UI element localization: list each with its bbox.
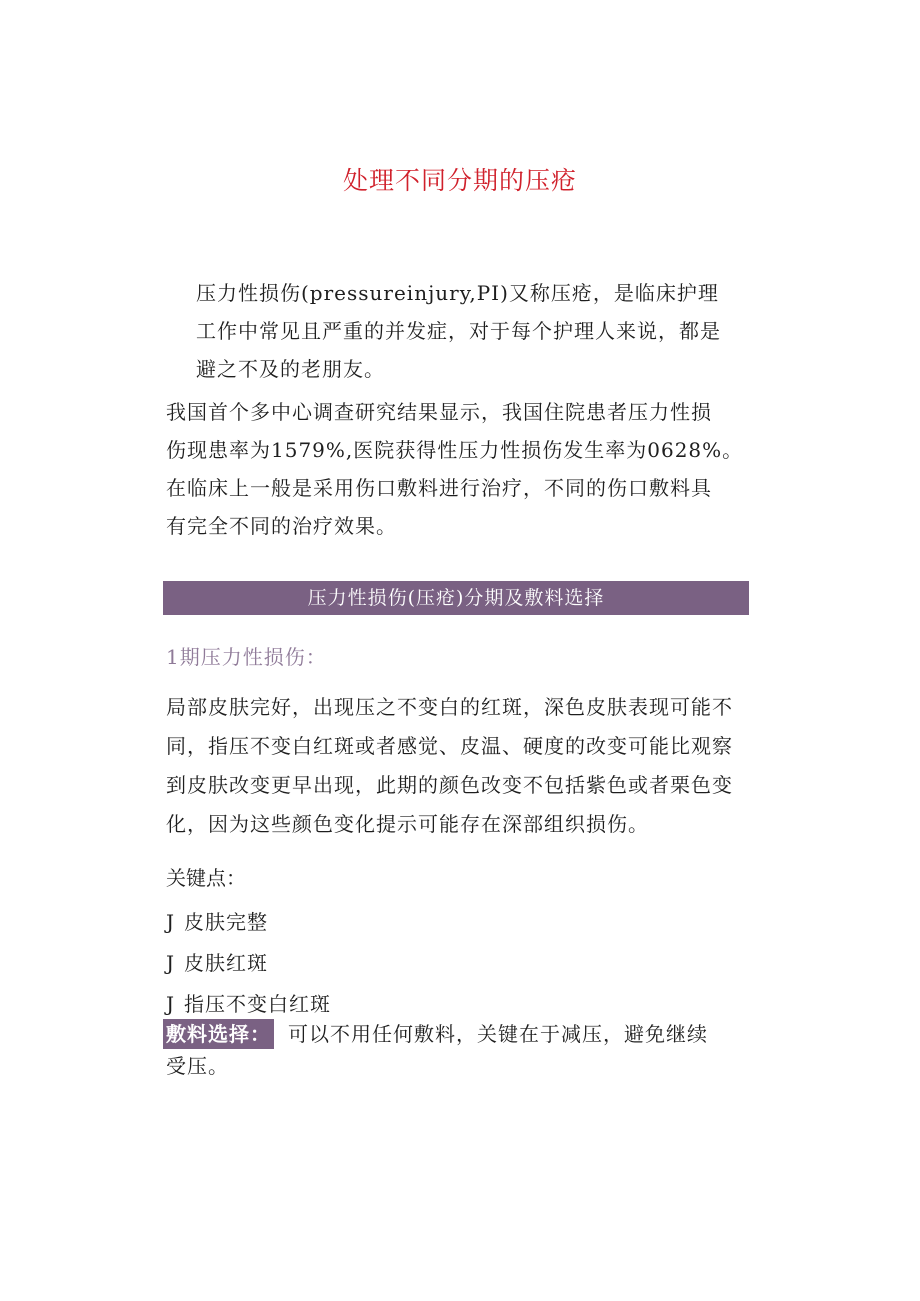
desc-line: 局部皮肤完好，出现压之不变白的红斑，深色皮肤表现可能不	[166, 695, 733, 719]
stage-description	[166, 688, 766, 844]
key-point-text: 皮肤完整	[184, 910, 268, 934]
desc-line: 化，因为这些颜色变化提示可能存在深部组织损伤。	[166, 812, 649, 836]
desc-line: 到皮肤改变更早出现，此期的颜色改变不包括紫色或者栗色变	[166, 773, 733, 797]
key-points-list	[166, 902, 331, 1025]
dressing-label: 敷料选择：	[163, 1019, 274, 1049]
intro-line: 压力性损伤(pressureinjury,PI)又称压疮，是临床护理	[196, 281, 719, 305]
key-points-title: 关键点：	[166, 866, 246, 890]
desc-line: 同，指压不变白红斑或者感觉、皮温、硬度的改变可能比观察	[166, 734, 733, 758]
dressing-line: 受压。	[166, 1054, 229, 1078]
key-point-item	[166, 943, 331, 984]
bullet-marker: J	[166, 992, 176, 1016]
statistics-paragraph	[166, 393, 766, 545]
key-point-text: 指压不变白红斑	[184, 992, 331, 1016]
dressing-line	[163, 1018, 763, 1050]
section-banner: 压力性损伤(压疮)分期及敷料选择	[163, 581, 749, 615]
stat-line: 伤现患率为1579%,医院获得性压力性损伤发生率为0628%。	[166, 438, 744, 462]
bullet-marker: J	[166, 910, 176, 934]
stage-heading: 1期压力性损伤：	[166, 645, 327, 669]
bullet-marker: J	[166, 951, 176, 975]
stat-line: 有完全不同的治疗效果。	[166, 514, 397, 538]
page-title: 处理不同分期的压疮	[342, 166, 577, 195]
stat-line: 在临床上一般是采用伤口敷料进行治疗，不同的伤口敷料具	[166, 476, 712, 500]
dressing-text: 可以不用任何敷料，关键在于减压，避免继续	[288, 1022, 708, 1046]
key-point-item	[166, 902, 331, 943]
stat-line: 我国首个多中心调查研究结果显示，我国住院患者压力性损	[166, 400, 712, 424]
dressing-choice	[163, 1018, 763, 1082]
key-point-text: 皮肤红斑	[184, 951, 268, 975]
intro-line: 工作中常见且严重的并发症，对于每个护理人来说，都是	[196, 319, 721, 343]
intro-paragraph	[196, 274, 756, 388]
intro-line: 避之不及的老朋友。	[196, 357, 385, 381]
